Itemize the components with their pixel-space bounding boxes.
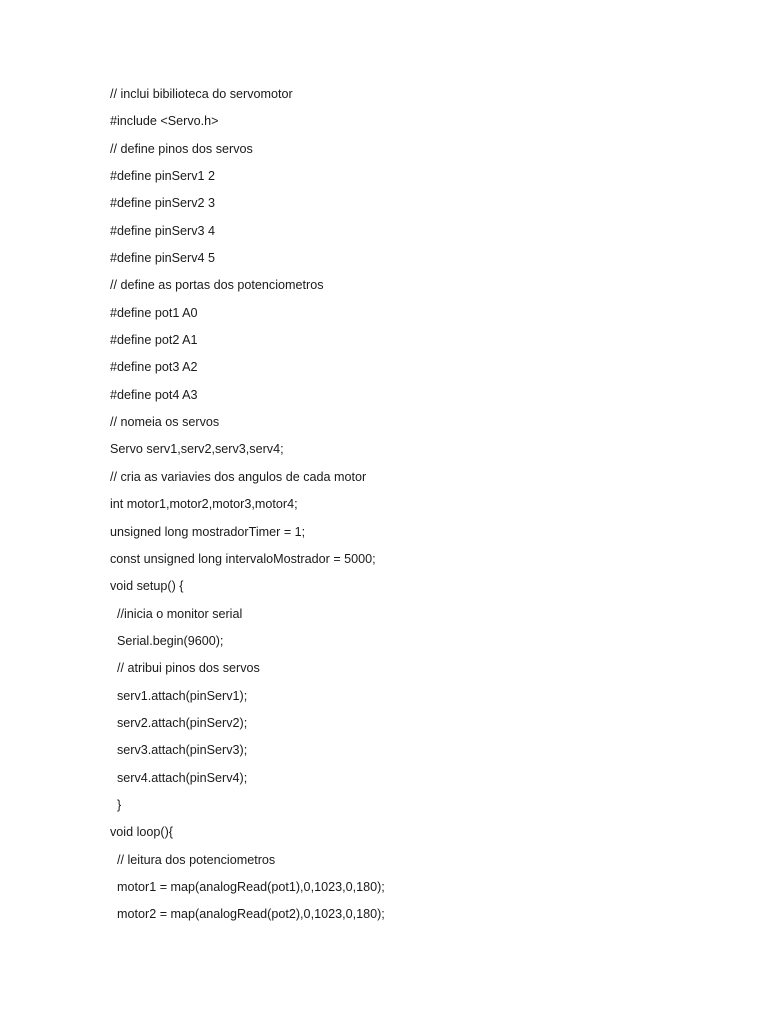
code-line: #define pot1 A0 [110, 305, 198, 320]
code-line: void loop(){ [110, 825, 174, 840]
code-line: #define pinServ4 5 [110, 251, 216, 266]
code-line: unsigned long mostradorTimer = 1; [110, 524, 306, 539]
code-line: serv3.attach(pinServ3); [110, 743, 248, 758]
code-line: const unsigned long intervaloMostrador = 5000; [110, 551, 376, 566]
code-line: Serial.begin(9600); [110, 633, 224, 648]
code-line: // atribui pinos dos servos [110, 661, 260, 676]
code-line: serv1.attach(pinServ1); [110, 688, 248, 703]
code-line: serv2.attach(pinServ2); [110, 715, 248, 730]
code-line: #include <Servo.h> [110, 114, 219, 129]
code-line: Servo serv1,serv2,serv3,serv4; [110, 442, 284, 457]
code-line: } [110, 797, 122, 812]
code-line: #define pinServ3 4 [110, 223, 216, 238]
code-line: // nomeia os servos [110, 415, 220, 430]
code-line: motor1 = map(analogRead(pot1),0,1023,0,180); [110, 879, 385, 894]
code-line: serv4.attach(pinServ4); [110, 770, 248, 785]
code-line: // cria as variavies dos angulos de cada motor [110, 469, 367, 484]
code-line: #define pot4 A3 [110, 387, 198, 402]
code-line: #define pot2 A1 [110, 333, 198, 348]
code-line: // inclui bibilioteca do servomotor [110, 87, 293, 101]
code-line: #define pinServ2 3 [110, 196, 216, 211]
code-line: //inicia o monitor serial [110, 606, 243, 621]
code-line: void setup() { [110, 579, 184, 594]
code-line: // define pinos dos servos [110, 141, 253, 156]
code-line: int motor1,motor2,motor3,motor4; [110, 497, 298, 512]
code-line: motor2 = map(analogRead(pot2),0,1023,0,180); [110, 907, 385, 922]
code-line: #define pinServ1 2 [110, 169, 216, 184]
code-listing [110, 84, 710, 932]
code-line: // leitura dos potenciometros [110, 852, 276, 867]
code-line: #define pot3 A2 [110, 360, 198, 375]
code-line: // define as portas dos potenciometros [110, 278, 324, 293]
